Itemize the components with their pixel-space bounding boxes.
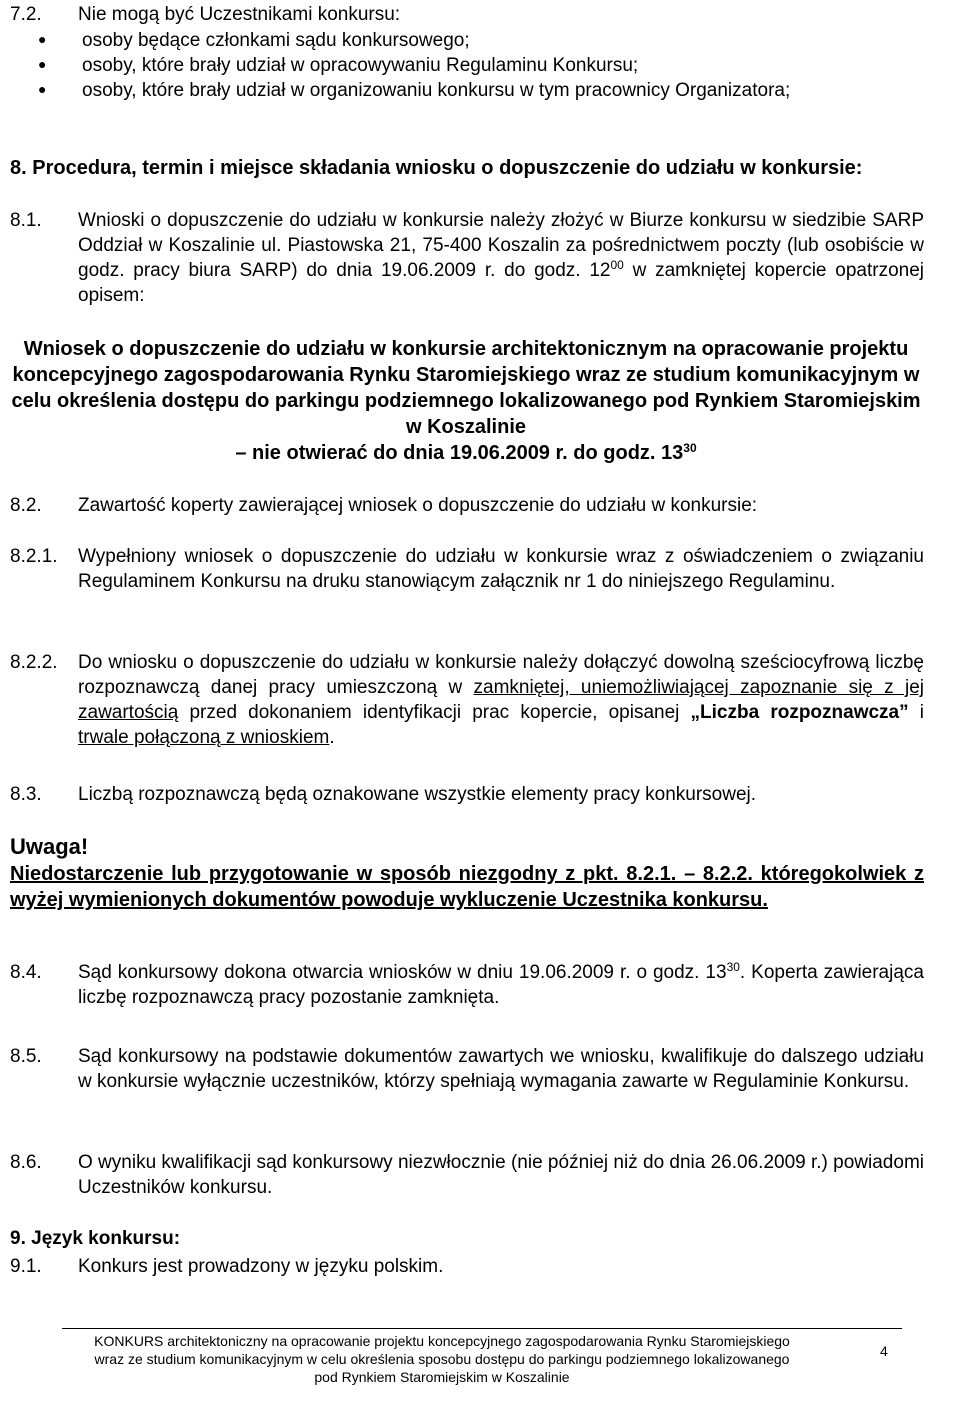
section-text: Zawartość koperty zawierającej wniosek o dopuszczenie do udziału w konkursie: [78,495,758,516]
footer-line: pod Rynkiem Staromiejskim w Koszalinie [314,1369,570,1386]
section-number: 8.2. [10,495,42,516]
section-8-2-1 [10,544,924,594]
section-text: Wypełniony wniosek o dopuszczenie do udziału w konkursie wraz z oświadczeniem o związaniu Regulaminem Konkursu na druku stanowiącym załącznik nr 1 do niniejszego Regulaminu. [78,546,924,593]
time-superscript: 00 [610,258,624,273]
underlined-text: trwale połączoną z wnioskiem [78,727,330,749]
bullet-icon: ● [38,56,47,72]
section-8-heading: 8. Procedura, termin i miejsce składania wniosku o dopuszczenie do udziału w konkursie: [10,157,863,179]
section-text-main: Wnioski o dopuszczenie do udziału w konkursie należy złożyć w Biurze konkursu w siedzibie SARP Oddział w Koszalinie ul. Piastowska 21, 75-400 Koszalin za pośrednictwem poczty (lub osobiście w godz. pracy biura SARP) do dnia 19.06.2009 r. do godz. 12 [78,210,924,282]
text-part: . Koperta zawierająca liczbę rozpoznawczą pracy pozostanie zamknięta. [78,962,924,1009]
time-superscript: 30 [683,441,697,455]
section-7-2 [10,2,924,27]
bullet-item [10,53,924,78]
bold-text: „Liczba rozpoznawcza” [690,702,909,724]
bullet-item [10,78,924,103]
bullet-text: osoby, które brały udział w opracowywaniu Regulaminu Konkursu; [82,55,639,76]
envelope-label [10,336,922,466]
section-8-3 [10,782,924,807]
section-number: 8.4. [10,962,42,983]
section-8-5 [10,1044,924,1094]
section-number: 9.1. [10,1256,42,1277]
text-part: przed dokonaniem identyfikacji prac kopercie, opisanej [178,702,691,724]
bullet-icon: ● [38,81,47,97]
footer-line: wraz ze studium komunikacyjnym w celu określenia sposobu dostępu do parkingu podziemnego lokalizowanego [94,1351,790,1368]
warning-title: Uwaga! [10,834,89,859]
section-9-heading: 9. Język konkursu: [10,1228,181,1249]
envelope-label-text: Wniosek o dopuszczenie do udziału w konkursie architektonicznym na opracowanie projektu koncepcyjnego zagospodarowania Rynku Staromiejskiego wraz ze studium komunikacyjnym w celu określenia dostępu do parkingu podziemnego lokalizowanego pod Rynkiem Staromiejskim w Koszalinie [11,338,921,438]
section-8-2 [10,493,924,518]
time-superscript: 30 [726,960,740,974]
section-text [78,208,924,308]
section-8-1 [10,208,924,308]
underlined-text: zamkniętej, uniemożliwiającej zapoznanie się z jej zawartością [78,677,924,724]
bullet-text: osoby będące członkami sądu konkursowego; [82,30,470,51]
section-text: O wyniku kwalifikacji sąd konkursowy niezwłocznie (nie później niż do dnia 26.06.2009 r.) powiadomi Uczestników konkursu. [78,1152,924,1199]
section-text-tail: w zamkniętej kopercie opatrzonej opisem: [78,260,924,307]
section-number: 7.2. [10,4,42,25]
warning-text: Niedostarczenie lub przygotowanie w sposób niezgodny z pkt. 8.2.1. – 8.2.2. któregokolwiek z wyżej wymienionych dokumentów powoduje wykluczenie Uczestnika konkursu. [10,863,924,911]
text-part: . [329,727,335,749]
section-number: 8.3. [10,784,42,805]
section-number: 8.2.1. [10,546,58,567]
footer-line: KONKURS architektoniczny na opracowanie projektu koncepcyjnego zagospodarowania Rynku Staromiejskiego [94,1333,790,1349]
section-text: Sąd konkursowy na podstawie dokumentów zawartych we wniosku, kwalifikuje do dalszego udziału w konkursie wyłącznie uczestników, którzy spełniają wymagania zawarte w Regulaminie Konkursu. [78,1046,924,1093]
section-text: Konkurs jest prowadzony w języku polskim. [78,1256,444,1277]
section-8-4 [10,960,924,1010]
text-part: Sąd konkursowy dokona otwarcia wniosków w dniu 19.06.2009 r. o godz. 13 [78,962,727,983]
section-text [78,650,924,750]
bullet-icon: ● [38,31,47,47]
section-8-2-2 [10,650,924,750]
section-text: Liczbą rozpoznawczą będą oznakowane wszystkie elementy pracy konkursowej. [78,784,757,805]
deadline-text: – nie otwierać do dnia 19.06.2009 r. do godz. 13 [235,442,684,464]
section-number: 8.2.2. [10,652,58,673]
section-text [78,960,924,1010]
text-part: i [908,702,925,724]
envelope-label-deadline [10,440,922,466]
section-text: Nie mogą być Uczestnikami konkursu: [78,4,401,25]
section-number: 8.6. [10,1152,42,1173]
footer-divider [62,1328,902,1329]
page-footer [62,1332,822,1387]
text-part: Do wniosku o dopuszczenie do udziału w konkursie należy dołączyć dowolną sześciocyfrową liczbę rozpoznawczą danej pracy umieszczoną w [78,652,924,699]
section-number: 8.5. [10,1046,42,1067]
section-number: 8.1. [10,210,42,231]
page-number: 4 [880,1343,888,1359]
bullet-item [10,28,924,53]
bullet-text: osoby, które brały udział w organizowaniu konkursu w tym pracownicy Organizatora; [82,80,791,101]
section-8-6 [10,1150,924,1200]
section-9-1 [10,1254,924,1279]
